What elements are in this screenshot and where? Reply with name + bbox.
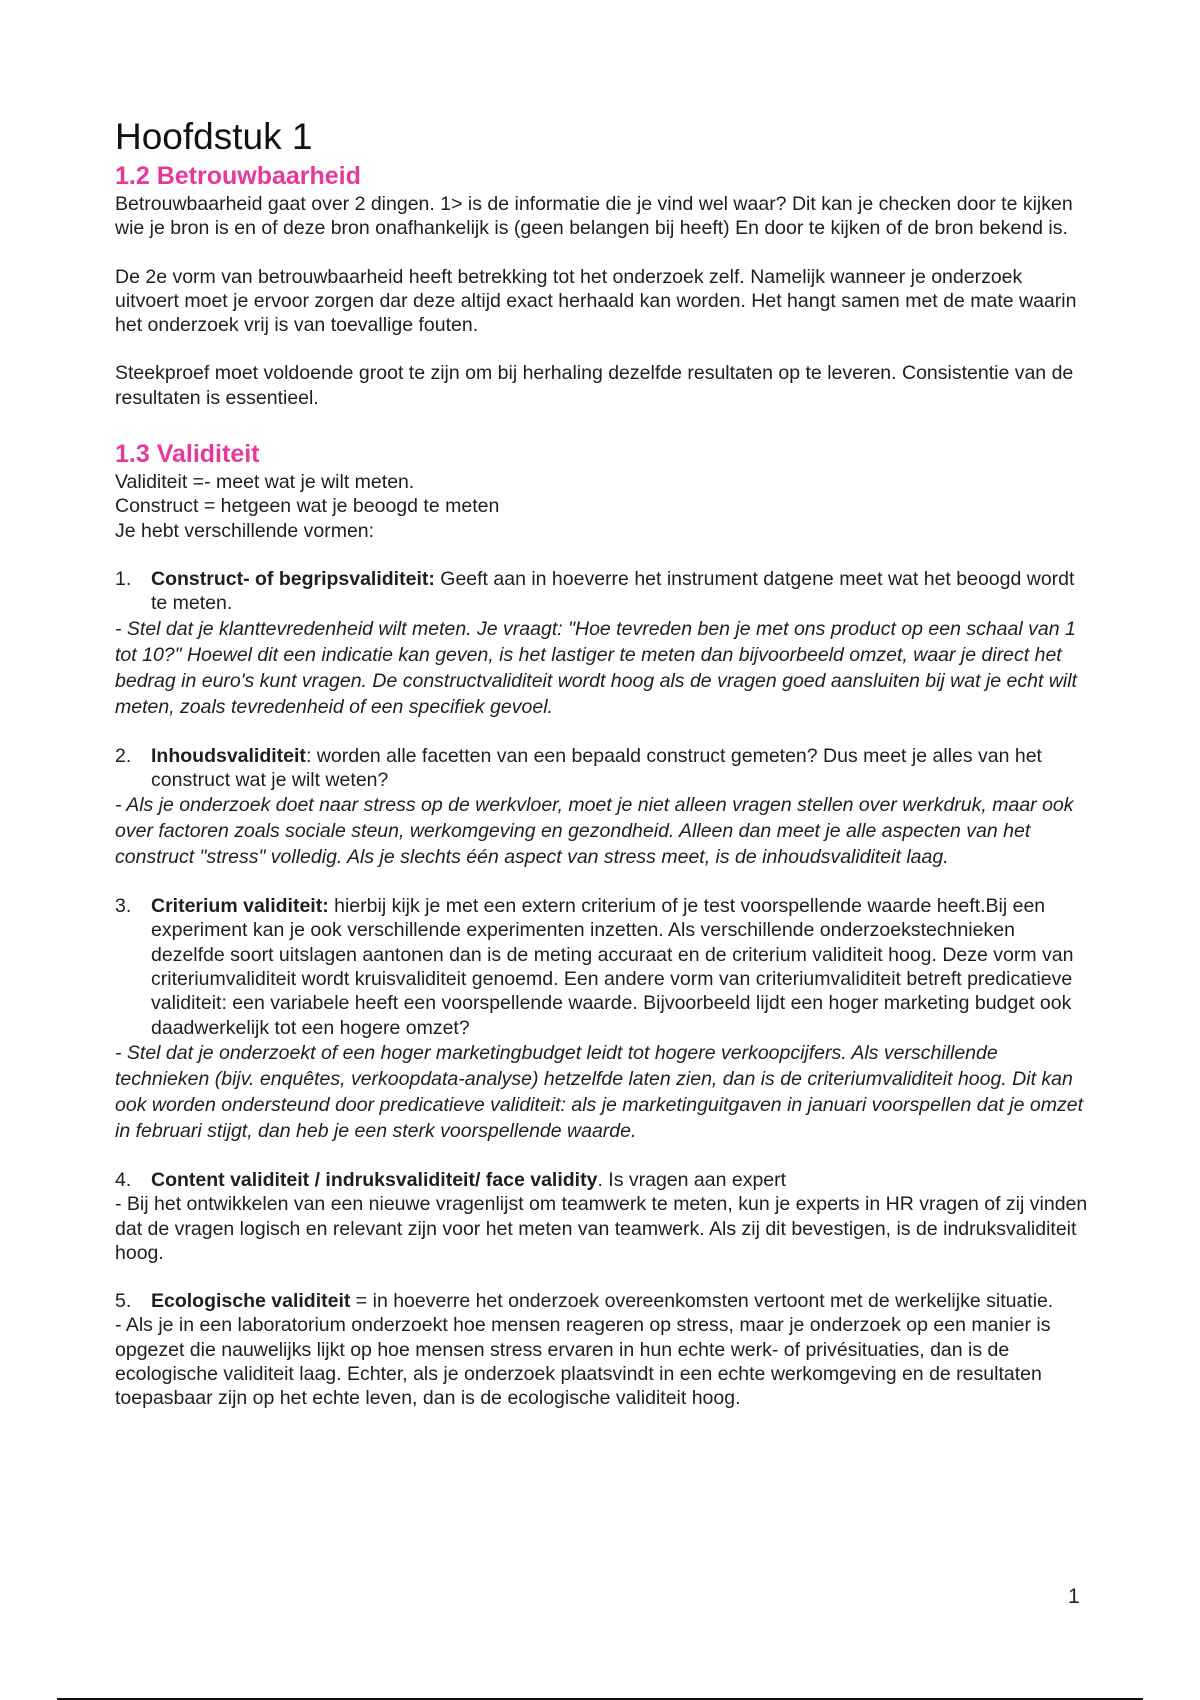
- item-example: - Stel dat je onderzoekt of een hoger marketingbudget leidt tot hogere verkoopcijfers. Als verschillende technieken (bijv. enquêtes, verkoopdata-analyse) hetzelfde laten zien, dan is de criteriumvaliditeit hoog. Dit kan ook worden ondersteund door predicatieve validiteit: als je marketinguitgaven in januari voorspellen dat je omzet in februari stijgt, dan heb je een sterk voorspellende waarde.: [115, 1041, 1083, 1142]
- list-number: 4.: [115, 1168, 132, 1191]
- reliability-paragraph-3: Steekproef moet voldoende groot te zijn om bij herhaling dezelfde resultaten op te leveren. Consistentie van de resultaten is essentieel.: [115, 362, 1074, 409]
- item-description: hierbij kijk je met een extern criterium of je test voorspellende waarde heeft.Bij een experiment kan je ook verschillende experimenten inzetten. Als verschillende onderzoekstechnieken dezelfde soort uitslagen aantonen dan is de meting accuraat en de criterium validiteit hoog. Deze vorm van criteriumvaliditeit wordt kruisvaliditeit genoemd. Een andere vorm van criteriumvaliditeit betreft predicatieve validiteit: een variabele heeft een voorspellende waarde. Bijvoorbeeld lijdt een hoger marketing budget ook daadwerkelijk tot een hogere omzet?: [151, 895, 1074, 1039]
- item-term: Criterium validiteit:: [151, 895, 329, 918]
- list-number: 2.: [115, 744, 132, 767]
- validity-item-criterion: [115, 894, 1090, 1040]
- forms-intro: Je hebt verschillende vormen:: [115, 519, 375, 542]
- validity-item-ecological: [115, 1289, 1090, 1313]
- reliability-paragraph-2: De 2e vorm van betrouwbaarheid heeft betrekking tot het onderzoek zelf. Namelijk wanneer je onderzoek uitvoert moet je ervoor zorgen dar deze altijd exact herhaald kan worden. Het hangt samen met de mate waarin het onderzoek vrij is van toevallige fouten.: [115, 265, 1077, 337]
- chapter-title: Hoofdstuk 1: [115, 116, 313, 157]
- document-page: [115, 114, 1090, 1411]
- validity-intro: [115, 470, 1090, 543]
- reliability-paragraph-1: Betrouwbaarheid gaat over 2 dingen. 1> is de informatie die je vind wel waar? Dit kan je checken door te kijken wie je bron is en of deze bron onafhankelijk is (geen belangen bij heeft) En door te kijken of de bron bekend is.: [115, 193, 1073, 240]
- list-number: 3.: [115, 895, 132, 918]
- item-term: Construct- of begripsvaliditeit:: [151, 567, 435, 590]
- validity-item-content: [115, 744, 1090, 793]
- item-term: Content validiteit / indruksvaliditeit/ face validity: [151, 1168, 598, 1191]
- section-heading-validity: 1.3 Validiteit: [115, 440, 260, 469]
- item-term: Ecologische validiteit: [151, 1290, 351, 1313]
- validity-definition: Validiteit =- meet wat je wilt meten.: [115, 471, 415, 494]
- list-number: 5.: [115, 1290, 132, 1313]
- section-heading-reliability: 1.2 Betrouwbaarheid: [115, 162, 361, 190]
- validity-item-construct: [115, 567, 1090, 616]
- item-description: = in hoeverre het onderzoek overeenkomsten vertoont met de werkelijke situatie.: [350, 1290, 1054, 1313]
- validity-item-face: [115, 1168, 1090, 1192]
- item-term: Inhoudsvaliditeit: [151, 744, 306, 767]
- construct-definition: Construct = hetgeen wat je beoogd te meten: [115, 495, 500, 518]
- item-example: - Als je onderzoek doet naar stress op de werkvloer, moet je niet alleen vragen stellen over werkdruk, maar ook over factoren zoals sociale steun, werkomgeving en gezondheid. Alleen dan meet je alle aspecten van het construct "stress" volledig. Als je slechts één aspect van stress meet, is de inhoudsvaliditeit laag.: [115, 794, 1074, 869]
- item-example: - Als je in een laboratorium onderzoekt hoe mensen reageren op stress, maar je onderzoek op een manier is opgezet die nauwelijks lijkt op hoe mensen stress ervaren in hun echte werk- of privésituaties, dan is de ecologische validiteit laag. Echter, als je onderzoek plaatsvindt in een echte werkomgeving en de resultaten toepasbaar zijn op het echte leven, dan is de ecologische validiteit hoog.: [115, 1314, 1051, 1410]
- list-number: 1.: [115, 567, 132, 590]
- item-description: . Is vragen aan expert: [597, 1168, 787, 1191]
- item-example: - Bij het ontwikkelen van een nieuwe vragenlijst om teamwerk te meten, kun je experts in HR vragen of zij vinden dat de vragen logisch en relevant zijn voor het meten van teamwerk. Als zij dit bevestigen, is de indruksvaliditeit hoog.: [115, 1193, 1088, 1264]
- item-description: Geeft aan in hoeverre het instrument datgene meet wat het beoogd wordt te meten.: [151, 567, 1075, 615]
- item-example: - Stel dat je klanttevredenheid wilt meten. Je vraagt: "Hoe tevreden ben je met ons product op een schaal van 1 tot 10?" Hoewel dit een indicatie kan geven, is het lastiger te meten dan bijvoorbeeld omzet, waar je direct het bedrag in euro's kunt vragen. De constructvaliditeit wordt hoog als de vragen goed aansluiten bij wat je echt wilt meten, zoals tevredenheid of een specifiek gevoel.: [115, 617, 1077, 718]
- page-number: 1: [1068, 1585, 1080, 1608]
- item-description: : worden alle facetten van een bepaald construct gemeten? Dus meet je alles van het construct wat je wilt weten?: [151, 744, 1042, 791]
